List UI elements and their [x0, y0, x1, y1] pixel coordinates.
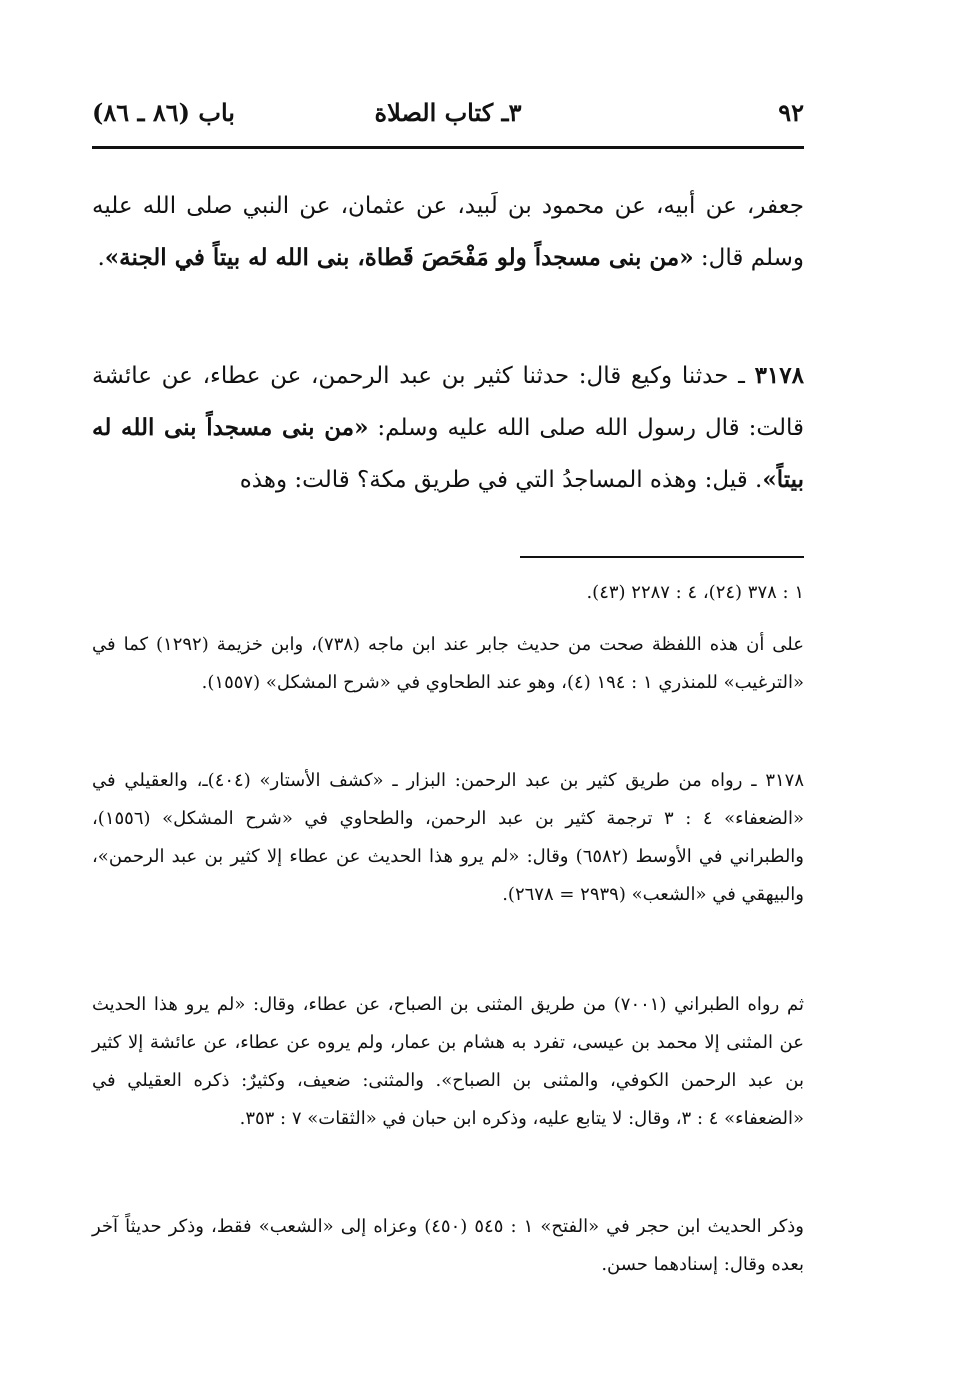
- hadith-quote: «من بنى مسجداً بنى الله له بيتاً»: [92, 414, 804, 493]
- footnote-tabarani: ثم رواه الطبراني (٧٠٠١) من طريق المثنى بن الصباح، عن عطاء، وقال: «لم يرو هذا الحديث عن المثنى إلا محمد بن عيسى، تفرد به هشام بن عمار، ولم يروه عن عطاء، عن عائشة إلا كثير بن عبد الرحمن الكوفي، والمثنى بن الصباح». والمثنى: ضعيف، وكثيرٌ: ذكره العقيلي في «الضعفاء» ٤ : ٣، وقال: لا يتابع عليه، وذكره ابن حبان في «الثقات» ٧ : ٣٥٣.: [92, 994, 805, 1129]
- header-divider: [92, 146, 804, 149]
- hadith-text: ـ حدثنا وكيع قال: حدثنا كثير بن عبد الرحمن، عن عطاء، عن عائشة قالت: قال رسول الله صلى الله عليه وسلم:: [92, 363, 804, 441]
- footnote-reference: ١ : ٣٧٨ (٢٤)، ٤ : ٢٢٨٧ (٤٣).: [586, 582, 804, 603]
- book-title: ٣ـ كتاب الصلاة: [374, 98, 522, 127]
- chapter-range: باب (٨٦ ـ ٨٦): [92, 98, 235, 127]
- footnote-3178: ٣١٧٨ ـ رواه من طريق كثير بن عبد الرحمن: البزار ـ «كشف الأستار» (٤٠٤)ـ، والعقيلي في «الضعفاء» ٤ : ٣ ترجمة كثير بن عبد الرحمن، والطحاوي في «شرح المشكل» (١٥٥٦)، والطبراني في الأوسط (٦٥٨٢) وقال: «لم يرو هذا الحديث عن عطاء إلا كثير بن عبد الرحمن»، والبيهقي في «الشعب» (٢٩٣٩ = ٢٦٧٨).: [92, 770, 805, 905]
- hadith-continuation: [92, 180, 804, 284]
- footnote-note: على أن هذه اللفظة صحت من حديث جابر عند ابن ماجه (٧٣٨)، وابن خزيمة (١٢٩٢) كما في «الترغيب» للمنذري ١ : ١٩٤ (٤)، وهو عند الطحاوي في «شرح المشكل» (١٥٥٧).: [92, 634, 804, 693]
- footnote-divider: [520, 556, 804, 558]
- page-number: ٩٢: [778, 98, 804, 127]
- hadith-3178: [92, 350, 804, 506]
- hadith-quote: «من بنى مسجداً ولو مَفْحَصَ قَطاة، بنى الله له بيتاً في الجنة»: [104, 244, 694, 271]
- hadith-text-continued: . قيل: وهذه المساجدُ التي في طريق مكة؟ قالت: وهذه: [239, 467, 763, 493]
- hadith-number: ٣١٧٨: [754, 362, 804, 389]
- hadith-end: .: [97, 245, 105, 271]
- footnote-ibn-hajar: وذكر الحديث ابن حجر في «الفتح» ١ : ٥٤٥ (٤٥٠) وعزاه إلى «الشعب» فقط، وذكر حديثاً آخر بعده وقال: إسنادهما حسن.: [92, 1216, 804, 1275]
- running-header: [92, 88, 804, 144]
- hadith-text: جعفر، عن أبيه، عن محمود بن لَبيد، عن عثمان، عن النبي صلى الله عليه وسلم قال:: [92, 193, 804, 271]
